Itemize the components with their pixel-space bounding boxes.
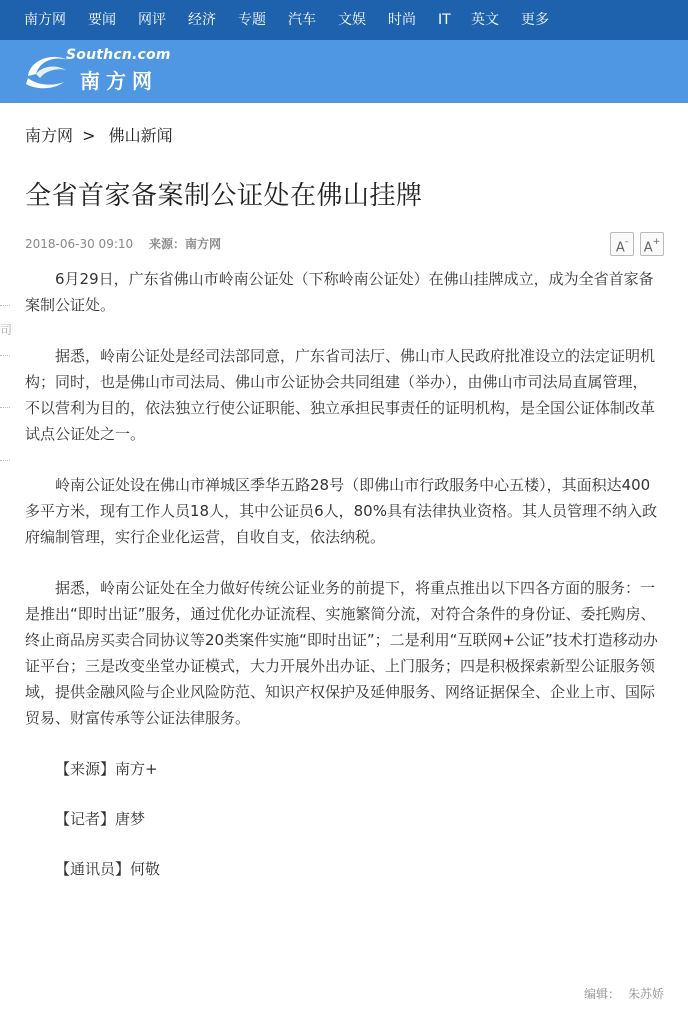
breadcrumb	[25, 123, 173, 146]
source-link[interactable]: 南方网	[184, 237, 221, 251]
nav-item-english[interactable]: 英文	[471, 12, 499, 28]
logo-text-en: Southcn.com	[66, 47, 171, 63]
brand-bar	[0, 40, 688, 103]
editor-label: 编辑：	[583, 987, 620, 1001]
edge-divider	[0, 305, 10, 306]
logo-text-cn: 南方网	[80, 69, 158, 93]
editor-line	[584, 985, 664, 1002]
nav-item-fashion[interactable]: 时尚	[388, 12, 416, 28]
article-paragraph: 据悉，岭南公证处是经司法部同意，广东省司法厅、佛山市人民政府批准设立的法定证明机构；同时，也是佛山市司法局、佛山市公证协会共同组建（举办），由佛山市司法局直属管理，不以营利为目的，依法独立行使公证职能、独立承担民事责任的证明机构，是全国公证体制改革试点公证处之一。	[25, 347, 656, 443]
nav-item-economy[interactable]: 经济	[188, 12, 216, 28]
edge-text-fragment: 司	[0, 323, 13, 337]
article-meta	[25, 235, 221, 252]
credit-reporter: 【记者】唐梦	[55, 810, 146, 828]
article-paragraph: 岭南公证处设在佛山市禅城区季华五路28号（即佛山市行政服务中心五楼），其面积达400多平方米，现有工作人员18人，其中公证员6人，80%具有法律执业资格。其人员管理不纳入政府编制管理，实行企业化运营，自收自支，依法纳税。	[25, 476, 657, 546]
top-nav	[0, 0, 688, 41]
font-decrease-button[interactable]: A-	[610, 232, 634, 256]
breadcrumb-section[interactable]: 佛山新闻	[108, 126, 173, 145]
nav-item-news[interactable]: 要闻	[88, 12, 116, 28]
nav-item-comment[interactable]: 网评	[138, 12, 166, 28]
breadcrumb-home[interactable]: 南方网	[25, 126, 74, 145]
breadcrumb-separator: >	[82, 126, 96, 145]
edge-divider	[0, 355, 10, 356]
edge-divider	[0, 407, 10, 408]
nav-item-home[interactable]: 南方网	[24, 12, 66, 28]
publish-date: 2018-06-30 09:10	[25, 237, 134, 251]
nav-item-special[interactable]: 专题	[238, 12, 266, 28]
article-body	[25, 266, 659, 906]
font-increase-button[interactable]: A+	[640, 232, 664, 256]
article-title: 全省首家备案制公证处在佛山挂牌	[25, 181, 423, 211]
nav-item-auto[interactable]: 汽车	[288, 12, 316, 28]
nav-item-more[interactable]: 更多	[521, 12, 549, 28]
logo-wave-icon	[22, 46, 72, 96]
source-label: 来源：	[148, 237, 185, 251]
nav-item-it[interactable]: IT	[438, 12, 451, 28]
credit-correspondent: 【通讯员】何敬	[55, 860, 161, 878]
nav-item-entertainment[interactable]: 文娱	[338, 12, 366, 28]
article-paragraph: 6月29日，广东省佛山市岭南公证处（下称岭南公证处）在佛山挂牌成立，成为全省首家备案制公证处。	[25, 270, 654, 314]
editor-name: 朱苏娇	[627, 987, 664, 1001]
edge-divider	[0, 460, 10, 461]
article-paragraph: 据悉，岭南公证处在全力做好传统公证业务的前提下，将重点推出以下四各方面的服务：一是推出“即时出证”服务，通过优化办证流程、实施繁简分流，对符合条件的身份证、委托购房、终止商品房买卖合同协议等20类案件实施“即时出证”；二是利用“互联网+公证”技术打造移动办证平台；三是改变坐堂办证模式，大力开展外出办证、上门服务；四是积极探索新型公证服务领域，提供金融风险与企业风险防范、知识产权保护及延伸服务、网络证据保全、企业上市、国际贸易、财富传承等公证法律服务。	[25, 579, 658, 727]
credit-source: 【来源】南方+	[55, 760, 158, 778]
